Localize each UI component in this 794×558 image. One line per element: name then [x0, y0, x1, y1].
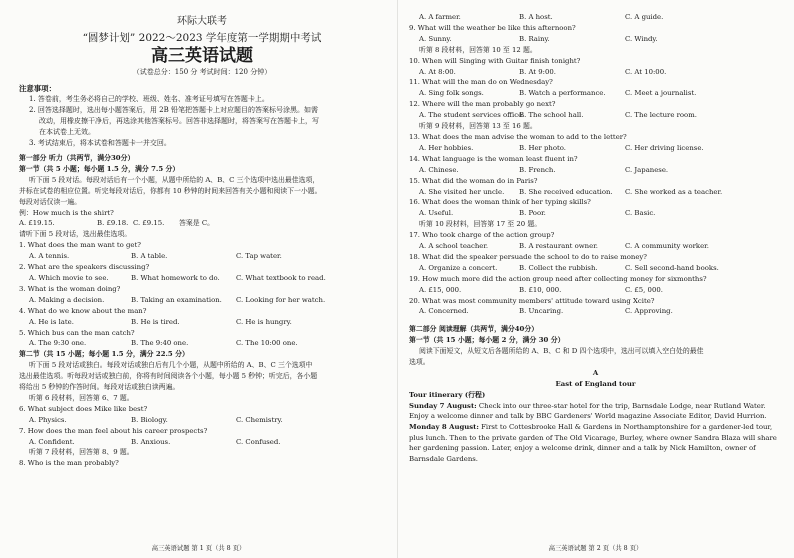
- option: B. £10, 000.: [519, 285, 562, 294]
- section2-intro: 选出最佳选项。听每段对话或独白前，你将有时间阅读各个小题，每小题 5 秒钟；听完后，各小题: [19, 372, 318, 381]
- question: 17. Who took charge of the action group?: [409, 231, 555, 240]
- option: B. £9.18.: [97, 219, 129, 228]
- option: A. Sing folk songs.: [419, 89, 484, 98]
- option: B. Poor.: [519, 209, 546, 218]
- notice-item: 3. 考试结束后，将本试卷和答题卡一并交回。: [29, 139, 171, 147]
- passage-title: East of England tour: [555, 379, 636, 388]
- section2-title: 第二节（共 15 小题；每小题 1.5 分，满分 22.5 分）: [19, 350, 189, 359]
- option: A. Physics.: [29, 415, 67, 424]
- option: C. He is hungry.: [236, 317, 292, 326]
- question: 18. What did the speaker persuade the school to do to raise money?: [409, 252, 648, 261]
- notice-item-cont: 改动，用橡皮擦干净后，再选涂其他答案标号。回答非选择题时，将答案写在答题卡上，写: [39, 117, 319, 125]
- itinerary-day-2-date: Monday 8 August:: [409, 422, 479, 431]
- notice-list: [19, 94, 385, 149]
- part2-intro: 阅读下面短文，从短文后各题所给的 A、B、C 和 D 四个选项中，选出可以填入空白处的最佳: [419, 347, 704, 356]
- option: A. Chinese.: [419, 165, 459, 174]
- option: B. Uncaring.: [519, 307, 564, 316]
- listen-instruction: 听第 7 段材料，回答第 8、9 题。: [29, 448, 134, 457]
- passage-label: A: [592, 369, 599, 377]
- option: B. The school hall.: [519, 111, 584, 120]
- notice-item-cont: 在本试卷上无效。: [39, 128, 95, 136]
- question: 10. When will Singing with Guitar finish tonight?: [409, 56, 581, 65]
- page-footer: 高三英语试题 第 2 页（共 8 页）: [548, 545, 643, 552]
- option: A. Useful.: [419, 209, 454, 218]
- question: 12. Where will the man probably go next?: [409, 100, 556, 109]
- section2-intro: 听下面 5 段对话或独白。每段对话或独白后有几个小题，从题中所给的 A、B、C 三个选项中: [29, 361, 313, 370]
- option: B. A restaurant owner.: [519, 242, 598, 251]
- option: C. A community worker.: [625, 242, 709, 251]
- question: 13. What does the man advise the woman to add to the letter?: [409, 132, 627, 141]
- question-options: [19, 338, 385, 349]
- question: 14. What language is the woman least fluent in?: [409, 154, 578, 163]
- option: C. What textbook to read.: [236, 273, 326, 282]
- question-options: [409, 187, 782, 198]
- notice-title: 注意事项：: [19, 84, 56, 93]
- option: B. Collect the rubbish.: [519, 263, 598, 272]
- option: A. Sunny.: [419, 34, 452, 43]
- question: 2. What are the speakers discussing?: [19, 263, 150, 272]
- question: 15. What did the woman do in Paris?: [409, 176, 538, 185]
- option: C. She worked as a teacher.: [625, 187, 723, 196]
- option: B. She received education.: [519, 187, 613, 196]
- question-options: [409, 241, 782, 252]
- question: 7. How does the man feel about his career prospects?: [19, 426, 208, 435]
- question-options: [19, 295, 385, 306]
- option: B. What homework to do.: [131, 273, 220, 282]
- question-options: [409, 34, 782, 45]
- exam-org-title: 环际大联考: [177, 16, 227, 27]
- question-options: [409, 208, 782, 219]
- option: B. At 9:00.: [519, 67, 556, 76]
- option: B. French.: [519, 165, 556, 174]
- option: B. He is tired.: [131, 317, 180, 326]
- option: A. Making a decision.: [29, 295, 105, 304]
- option: C. £9.15.: [133, 219, 165, 228]
- option: A. Concerned.: [419, 307, 469, 316]
- section2-intro: 将给出 5 秒钟的作答时间。每段对话或独白读两遍。: [19, 383, 180, 392]
- option: A. Which movie to see.: [29, 273, 109, 282]
- option: C. Sell second-hand books.: [625, 263, 719, 272]
- page-2: [397, 0, 794, 558]
- question-options: [409, 67, 782, 78]
- part2-intro: 选项。: [409, 358, 430, 367]
- question-options: [19, 437, 385, 448]
- listen-instruction: 听第 10 段材料，回答第 17 至 20 题。: [419, 220, 542, 229]
- section1-intro: 听下面 5 段对话。每段对话后有一个小题，从题中所给的 A、B、C 三个选项中选出最佳选项，: [29, 175, 320, 184]
- option: A. Her hobbies.: [419, 143, 474, 152]
- option: C. Confused.: [236, 437, 281, 446]
- option: C. At 10:00.: [625, 67, 667, 76]
- option: B. Biology.: [131, 415, 168, 424]
- option: C. The lecture room.: [625, 111, 697, 120]
- option: B. Taking an examination.: [131, 295, 222, 304]
- option: C. Tap water.: [236, 252, 282, 261]
- question-options: [409, 263, 782, 274]
- listen-instruction: 听第 6 段材料，回答第 6、7 题。: [29, 393, 134, 402]
- itinerary-day-2: [409, 422, 782, 464]
- part1-title: 第一部分 听力（共两节，满分30分）: [19, 154, 135, 162]
- question: 6. What subject does Mike like best?: [19, 404, 148, 413]
- option: B. Anxious.: [131, 437, 171, 446]
- option: C. Approving.: [625, 307, 673, 316]
- notice-item: 2. 回答选择题时，选出每小题答案后，用 2B 铅笔把答题卡上对应题目的答案标号涂黑。如需: [29, 106, 318, 114]
- page-footer: 高三英语试题 第 1 页（共 8 页）: [151, 545, 246, 552]
- question-options: [409, 165, 782, 176]
- itinerary-title: Tour itinerary (行程): [409, 390, 486, 399]
- question: 1. What does the man want to get?: [19, 241, 141, 250]
- option: C. A guide.: [625, 13, 664, 21]
- part2-section1-title: 第一节（共 15 小题；每小题 2 分，满分 30 分）: [409, 336, 565, 345]
- question-options: [409, 306, 782, 317]
- option: A. A school teacher.: [419, 242, 489, 251]
- question-options: [19, 415, 385, 426]
- option: C. Meet a journalist.: [625, 89, 697, 98]
- exam-meta: （试卷总分：150 分 考试时间：120 分钟）: [132, 68, 272, 76]
- example-question: 例：How much is the shirt?: [19, 208, 114, 217]
- question: 20. What was most community members' attitude toward using Xcite?: [409, 296, 655, 305]
- section1-intro: 并标在试卷的相应位置。听完每段对话后，你都有 10 秒钟的时间来回答有关小题和阅读下一小题。: [19, 186, 322, 195]
- option: B. A table.: [131, 252, 168, 261]
- itinerary-day-1-date: Sunday 7 August:: [409, 401, 477, 410]
- question: 4. What do we know about the man?: [19, 306, 147, 315]
- option: C. Basic.: [625, 209, 656, 218]
- option: B. Her photo.: [519, 143, 566, 152]
- itinerary-day-1-text: Check into our three-star hotel for the trip, Barnsdale Lodge, near Rutland Water. Enjoy a welcome dinner and talk by BBC Gardeners' World magazine Associate Editor, David Hurrion.: [409, 401, 767, 421]
- question: 9. What will the weather be like this afternoon?: [409, 23, 576, 32]
- question: 5. Which bus can the man catch?: [19, 328, 135, 337]
- question: 8. Who is the man probably?: [19, 459, 119, 468]
- option: C. The 10:00 one.: [236, 339, 298, 348]
- question-options: [409, 285, 782, 296]
- section1-intro: 每段对话仅读一遍。: [19, 197, 82, 206]
- notice-item: 1. 答卷前，考生务必将自己的学校、班级、姓名、准考证号填写在答题卡上。: [29, 95, 269, 103]
- option: A. £19.15.: [19, 219, 55, 228]
- question: 3. What is the woman doing?: [19, 284, 121, 293]
- option: B. Watch a performance.: [519, 89, 606, 98]
- question-options: [409, 143, 782, 154]
- option: C. Japanese.: [625, 165, 669, 174]
- option: A. £15, 000.: [419, 285, 462, 294]
- question-options: [19, 317, 385, 328]
- listen-instruction: 听第 9 段材料，回答第 13 至 16 题。: [419, 122, 537, 131]
- example-answer: 答案是 C。: [179, 219, 215, 228]
- option: A. A farmer.: [419, 13, 461, 21]
- option: A. At 8:00.: [419, 67, 456, 76]
- option: B. A host.: [519, 13, 553, 21]
- option: C. Chemistry.: [236, 415, 283, 424]
- part2-title: 第二部分 阅读理解（共两节，满分40分）: [409, 325, 539, 334]
- option: C. £5, 000.: [625, 285, 663, 294]
- question-options: [409, 12, 782, 23]
- question-options: [409, 88, 782, 99]
- itinerary-day-2-text: First to Cottesbrooke Hall & Gardens in Northamptonshire for a gardener-led tour, plus lunch. Then to the private garden of The Old Vicarage, Burley, where owner Sandra Blaza will share her gardening passion. Later, enjoy a welcome drink, dinner and a talk by Nick Hamilton, owner of Barnsdale Gardens.: [409, 422, 777, 463]
- example-options: [19, 218, 385, 229]
- option: A. The student services office.: [419, 111, 525, 120]
- option: A. She visited her uncle.: [419, 187, 505, 196]
- question: 19. How much more did the action group need after collecting money for sixmonths?: [409, 274, 707, 283]
- question-options: [19, 251, 385, 262]
- section1-listen-instruction: 请听下面 5 段对话，选出最佳选项。: [19, 230, 132, 239]
- option: A. The 9:30 one.: [29, 339, 87, 348]
- question: 11. What will the man do on Wednesday?: [409, 78, 553, 87]
- option: C. Her driving license.: [625, 143, 704, 152]
- exam-term-title: “圆梦计划” 2022～2023 学年度第一学期期中考试: [82, 32, 322, 44]
- question-options: [409, 110, 782, 121]
- question: 16. What does the woman think of her typing skills?: [409, 198, 591, 207]
- question-options: [19, 273, 385, 284]
- exam-subject-title: 高三英语试题: [151, 46, 253, 66]
- option: C. Looking for her watch.: [236, 295, 326, 304]
- option: C. Windy.: [625, 34, 658, 43]
- option: B. The 9:40 one.: [131, 339, 189, 348]
- option: A. Organize a concert.: [419, 263, 498, 272]
- option: A. A tennis.: [29, 252, 70, 261]
- option: B. Rainy.: [519, 34, 550, 43]
- option: A. He is late.: [29, 317, 74, 326]
- section1-title: 第一节（共 5 小题；每小题 1.5 分，满分 7.5 分）: [19, 164, 180, 173]
- itinerary-day-1: [409, 401, 782, 422]
- listen-instruction: 听第 8 段材料，回答第 10 至 12 题。: [419, 45, 537, 54]
- option: A. Confident.: [29, 437, 75, 446]
